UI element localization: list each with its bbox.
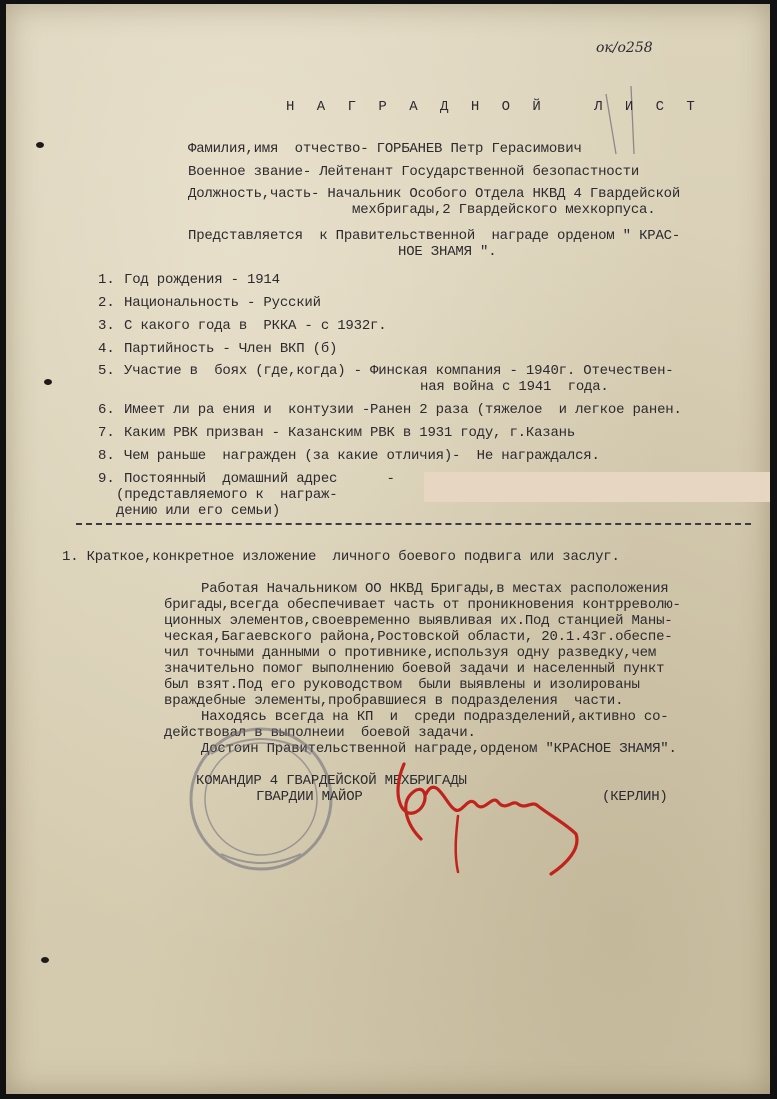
item-text: Участие в боях (где,когда) - Финская компания - 1940г. Отечествен-: [124, 363, 674, 379]
archive-mark: oк/o258: [596, 40, 653, 56]
award-line-1: Представляется к Правительственной награде орденом " КРАС-: [188, 228, 681, 244]
signature-line-1: КОМАНДИР 4 ГВАРДЕЙСКОЙ МЕХБРИГАДЫ: [196, 773, 467, 789]
section-line: значительно помог выполнению боевой задачи и населенный пункт: [164, 661, 665, 677]
punch-hole: [36, 142, 44, 148]
item-number: 5.: [98, 363, 115, 379]
redacted-address: [424, 472, 770, 502]
section-line: ческая,Багаевского района,Ростовской области, 20.1.43г.обеспе-: [164, 629, 673, 645]
punch-hole: [41, 957, 49, 963]
item-text: Партийность - Член ВКП (б): [124, 341, 338, 357]
item-number: 9.: [98, 471, 115, 487]
section-line: чил точными данными о противнике,используя одну разведку,чем: [164, 645, 657, 661]
name-line: Фамилия,имя отчество- ГОРБАНЕВ Петр Герасимович: [188, 141, 582, 157]
punch-hole: [44, 379, 52, 385]
section-line: Достоин Правительственной награде,орденом "КРАСНОЕ ЗНАМЯ".: [201, 741, 677, 757]
item-text: Год рождения - 1914: [124, 272, 280, 288]
item-number: 8.: [98, 448, 115, 464]
section-line: действовал в выполнеии боевой задачи.: [164, 725, 476, 741]
section-line: Находясь всегда на КП и среди подразделений,активно со-: [201, 709, 669, 725]
item-number: 2.: [98, 295, 115, 311]
position-line-2: мехбригады,2 Гвардейского мехкорпуса.: [352, 202, 656, 218]
award-sheet: [6, 4, 770, 1094]
item-text: Имеет ли ра ения и контузии -Ранен 2 раза (тяжелое и легкое ранен.: [124, 402, 682, 418]
item-text: С какого года в РККА - с 1932г.: [124, 318, 387, 334]
section-line: был взят.Под его руководством были выявлены и изолированы: [164, 677, 640, 693]
section-line: бригады,всегда обеспечивает часть от проникновения контрреволю-: [164, 597, 681, 613]
item-number: 7.: [98, 425, 115, 441]
item-text-continued: дению или его семьи): [116, 503, 281, 519]
item-text-continued: ная война с 1941 года.: [420, 379, 609, 395]
section-divider: [76, 523, 751, 525]
item-text: Национальность - Русский: [124, 295, 321, 311]
section-line: Работая Начальником ОО НКВД Бригады,в местах расположения: [201, 581, 669, 597]
item-number: 1.: [98, 272, 115, 288]
award-line-2: НОЕ ЗНАМЯ ".: [398, 244, 497, 260]
signature-line-2: ГВАРДИИ МАЙОР: [256, 789, 363, 805]
signatory-name: (КЕРЛИН): [602, 789, 668, 805]
document-title: Н А Г Р А Д Н О Й Л И С Т: [286, 99, 702, 115]
section-line: враждебные элементы,пробравшиеся в подразделения части.: [164, 693, 624, 709]
item-text: Каким РВК призван - Казанским РВК в 1931 году, г.Казань: [124, 425, 576, 441]
item-number: 3.: [98, 318, 115, 334]
section-heading: 1. Краткое,конкретное изложение личного боевого подвига или заслуг.: [62, 549, 620, 565]
section-line: ционных элементов,своевременно выявливая их.Под станцией Маны-: [164, 613, 673, 629]
item-text: Постоянный домашний адрес -: [124, 471, 395, 487]
item-number: 6.: [98, 402, 115, 418]
position-line-1: Должность,часть- Начальник Особого Отдела НКВД 4 Гвардейской: [188, 186, 681, 202]
item-text-continued: (представляемого к награж-: [116, 487, 338, 503]
rank-line: Военное звание- Лейтенант Государственной безопастности: [188, 164, 640, 180]
item-number: 4.: [98, 341, 115, 357]
item-text: Чем раньше награжден (за какие отличия)- Не награждался.: [124, 448, 600, 464]
